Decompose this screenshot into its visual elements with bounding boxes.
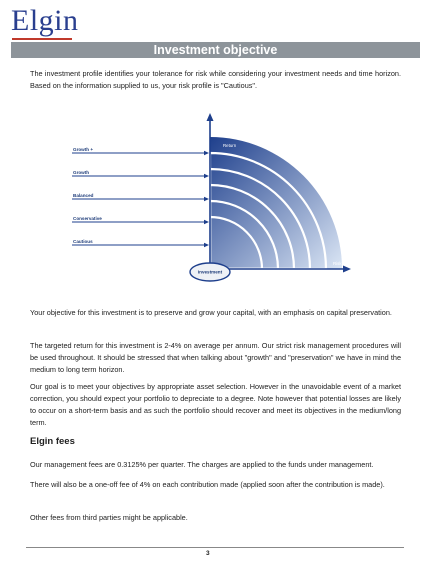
- category-arrowhead: [204, 220, 209, 224]
- goal-paragraph: Our goal is to meet your objectives by appropriate asset selection. However in the unavoidable event of a market correction, you should expect your portfolio to depreciate to a degree. Note however that potential losses are likely to occur on a short-term basis and as such the portfolio should recover and meet its objectives in the medium/long term.: [30, 382, 401, 427]
- category-label: Cautious: [73, 239, 93, 244]
- objective-paragraph: Your objective for this investment is to preserve and grow your capital, with an emphasis on capital preservation.: [30, 308, 392, 317]
- investment-origin-label: Investment: [197, 269, 223, 275]
- category-arrowhead: [204, 151, 209, 155]
- elgin-logo: Elgin: [11, 4, 79, 37]
- category-arrowhead: [204, 197, 209, 201]
- target-return-paragraph: The targeted return for this investment is 2-4% on average per annum. Our strict risk management procedures will be used throughout. It should be stressed that when talking about "growth" and "preservation" we have in mind the medium to long term horizon.: [30, 341, 401, 374]
- category-label: Growth +: [73, 147, 94, 152]
- risk-fan-bands: [210, 137, 342, 269]
- return-label: Return: [223, 143, 237, 148]
- page-number: 3: [206, 550, 210, 557]
- intro-paragraph: The investment profile identifies your tolerance for risk while considering your investment needs and time horizon. Based on the information supplied to us, your risk profile is "Cautious".: [30, 69, 401, 90]
- category-labels: [72, 147, 209, 247]
- category-label: Balanced: [73, 193, 94, 198]
- risk-label: Risk: [333, 261, 342, 266]
- risk-return-diagram: [60, 112, 360, 292]
- section-title-bar: Investment objective: [11, 42, 420, 58]
- return-axis-arrowhead: [207, 113, 214, 121]
- risk-axis-arrowhead: [343, 266, 351, 273]
- contribution-fee-paragraph: There will also be a one-off fee of 4% on each contribution made (applied soon after the contribution is made).: [30, 480, 385, 489]
- third-party-fee-paragraph: Other fees from third parties might be applicable.: [30, 513, 188, 522]
- category-arrowhead: [204, 174, 209, 178]
- footer-rule: [26, 547, 404, 548]
- fees-heading: Elgin fees: [30, 436, 75, 447]
- category-arrowhead: [204, 243, 209, 247]
- management-fee-paragraph: Our management fees are 0.3125% per quarter. The charges are applied to the funds under management.: [30, 460, 374, 469]
- logo-underline: [12, 38, 72, 40]
- category-label: Growth: [73, 170, 90, 175]
- category-label: Conservative: [73, 216, 102, 221]
